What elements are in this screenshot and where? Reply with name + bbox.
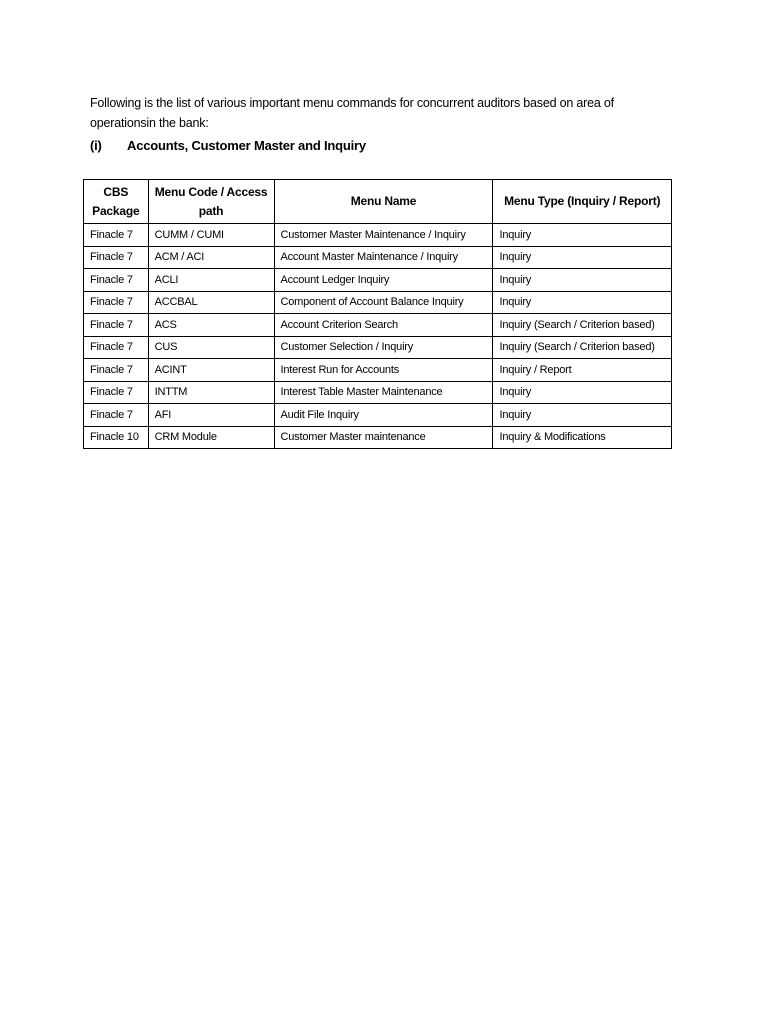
cell-menu-code: AFI	[148, 404, 274, 427]
cell-cbs-package: Finacle 7	[84, 269, 149, 292]
cell-menu-type: Inquiry / Report	[493, 359, 672, 382]
cell-menu-type: Inquiry	[493, 246, 672, 269]
cell-menu-name: Audit File Inquiry	[274, 404, 493, 427]
cell-menu-code: INTTM	[148, 381, 274, 404]
cell-cbs-package: Finacle 7	[84, 336, 149, 359]
cell-menu-name: Account Ledger Inquiry	[274, 269, 493, 292]
section-title: Accounts, Customer Master and Inquiry	[127, 138, 366, 153]
cell-menu-code: ACS	[148, 314, 274, 337]
table-row	[84, 269, 672, 292]
cell-menu-name: Account Master Maintenance / Inquiry	[274, 246, 493, 269]
header-cbs-package: CBS Package	[84, 180, 149, 224]
table-row	[84, 246, 672, 269]
cell-menu-code: ACLI	[148, 269, 274, 292]
table-header-row	[84, 180, 672, 224]
cell-menu-type: Inquiry	[493, 224, 672, 247]
cell-menu-code: ACM / ACI	[148, 246, 274, 269]
cell-cbs-package: Finacle 10	[84, 426, 149, 449]
cell-menu-type: Inquiry & Modifications	[493, 426, 672, 449]
cell-cbs-package: Finacle 7	[84, 224, 149, 247]
table-row	[84, 426, 672, 449]
cell-menu-name: Interest Table Master Maintenance	[274, 381, 493, 404]
cell-menu-name: Component of Account Balance Inquiry	[274, 291, 493, 314]
table-row	[84, 336, 672, 359]
intro-paragraph: Following is the list of various important menu commands for concurrent auditors based on area of operationsin the bank:	[90, 96, 614, 130]
cell-menu-code: ACCBAL	[148, 291, 274, 314]
cell-cbs-package: Finacle 7	[84, 291, 149, 314]
cell-cbs-package: Finacle 7	[84, 359, 149, 382]
cell-cbs-package: Finacle 7	[84, 314, 149, 337]
cell-menu-code: ACINT	[148, 359, 274, 382]
section-number: (i)	[90, 138, 102, 153]
header-menu-name: Menu Name	[274, 180, 493, 224]
cell-menu-type: Inquiry	[493, 381, 672, 404]
cell-menu-type: Inquiry	[493, 404, 672, 427]
cell-menu-code: CUMM / CUMI	[148, 224, 274, 247]
cell-menu-type: Inquiry	[493, 269, 672, 292]
table-row	[84, 359, 672, 382]
cell-menu-name: Customer Selection / Inquiry	[274, 336, 493, 359]
cell-menu-type: Inquiry (Search / Criterion based)	[493, 336, 672, 359]
cell-menu-name: Customer Master maintenance	[274, 426, 493, 449]
table-row	[84, 224, 672, 247]
cell-menu-name: Account Criterion Search	[274, 314, 493, 337]
cell-menu-type: Inquiry (Search / Criterion based)	[493, 314, 672, 337]
table-row	[84, 291, 672, 314]
cell-menu-type: Inquiry	[493, 291, 672, 314]
table-body	[84, 224, 672, 449]
cell-menu-name: Customer Master Maintenance / Inquiry	[274, 224, 493, 247]
cell-menu-code: CRM Module	[148, 426, 274, 449]
table-row	[84, 314, 672, 337]
cell-menu-name: Interest Run for Accounts	[274, 359, 493, 382]
cell-cbs-package: Finacle 7	[84, 404, 149, 427]
table-row	[84, 381, 672, 404]
header-menu-type: Menu Type (Inquiry / Report)	[493, 180, 672, 224]
table-row	[84, 404, 672, 427]
menu-commands-table	[83, 179, 672, 449]
section-heading	[90, 138, 366, 153]
cell-cbs-package: Finacle 7	[84, 246, 149, 269]
header-menu-code: Menu Code / Access path	[148, 180, 274, 224]
cell-menu-code: CUS	[148, 336, 274, 359]
cell-cbs-package: Finacle 7	[84, 381, 149, 404]
